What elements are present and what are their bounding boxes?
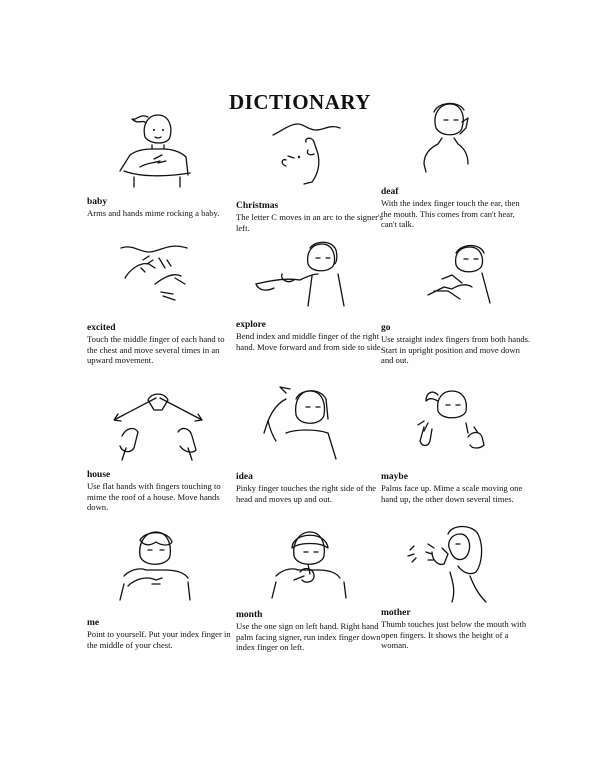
entry-description: The letter C moves in an arc to the signer's left. (236, 212, 383, 233)
page-title: DICTIONARY (229, 90, 371, 114)
entry-deaf (381, 187, 531, 230)
go-sign-drawing (422, 243, 492, 308)
entry-christmas (236, 201, 386, 233)
entry-description: Point to yourself. Put your index finger in the middle of your chest. (87, 629, 231, 650)
entry-description: With the index finger touch the ear, then the mouth. This comes from can't hear, can't talk. (381, 198, 520, 230)
entry-description: Pinky finger touches the right side of the head and moves up and out. (236, 483, 377, 504)
entry-description: Bend index and middle finger of the right hand. Move forward and from side to side. (236, 331, 383, 352)
explore-sign-drawing (252, 240, 347, 310)
entry-word: explore (236, 320, 266, 330)
entry-word: mother (381, 608, 411, 618)
entry-description: Thumb touches just below the mouth with open fingers. It shows the height of a woman. (381, 619, 527, 651)
entry-description: Palms face up. Mime a scale moving one hand up, the other down several times. (381, 483, 523, 504)
house-sign-drawing (108, 388, 208, 463)
entry-me (87, 618, 237, 650)
baby-sign-drawing (110, 105, 205, 190)
entry-description: Use the one sign on left hand. Right hand palm facing signer, run index finger down index finger on left. (236, 621, 381, 653)
deaf-sign-drawing (418, 98, 478, 178)
excited-sign-drawing (115, 238, 195, 308)
entry-description: Use straight index fingers from both hands. Start in upright position and move down and out. (381, 334, 531, 366)
me-sign-drawing (112, 528, 197, 603)
entry-baby (87, 197, 237, 219)
entry-month (236, 610, 386, 653)
entry-house (87, 470, 237, 513)
christmas-sign-drawing (268, 120, 348, 190)
entry-excited (87, 323, 237, 366)
entry-description: Use flat hands with fingers touching to mime the roof of a house. Move hands down. (87, 481, 221, 513)
entry-description: Touch the middle finger of each hand to the chest and move several times in an upward movement. (87, 334, 225, 366)
maybe-sign-drawing (412, 383, 492, 463)
entry-go (381, 323, 531, 366)
entry-description: Arms and hands mime rocking a baby. (87, 208, 220, 218)
entry-idea (236, 472, 386, 504)
entry-word: baby (87, 197, 108, 207)
entry-word: house (87, 470, 111, 480)
entry-word: month (236, 610, 263, 620)
entry-word: idea (236, 472, 253, 482)
entry-word: maybe (381, 472, 408, 482)
entry-maybe (381, 472, 531, 504)
entry-word: excited (87, 323, 116, 333)
entry-word: deaf (381, 187, 399, 197)
month-sign-drawing (268, 528, 353, 603)
entry-word: me (87, 618, 100, 628)
entry-word: go (381, 323, 391, 333)
idea-sign-drawing (256, 383, 346, 463)
mother-sign-drawing (402, 520, 492, 605)
entry-word: Christmas (236, 201, 279, 211)
entry-mother (381, 608, 531, 651)
entry-explore (236, 320, 386, 352)
